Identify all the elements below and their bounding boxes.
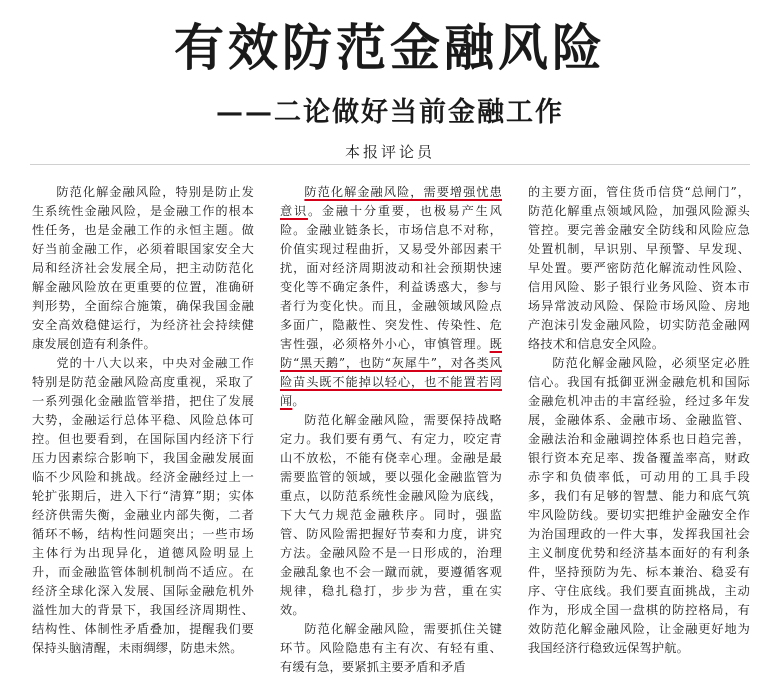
highlighted-phrase: 防范化解金融风险，需要增强忧患意识 bbox=[280, 185, 502, 218]
highlighted-phrase: 既防“黑天鹅”，也防“灰犀牛”，对各类风险苗头既不能掉以轻心，也不能置若罔闻 bbox=[280, 337, 502, 408]
column-1 bbox=[32, 183, 254, 658]
article-byline: 本报评论员 bbox=[344, 143, 435, 161]
paragraph: 的主要方面，管住货币信贷“总闸门”，防范化解重点领域风险，加强风险源头管控。要完善金融安全防线和风险应急处置机制，早识别、早预警、早发现、早处置。要严密防范化解流动性风险、信用风险、影子银行业务风险、资本市场异常波动风险、保险市场风险、房地产泡沫引发金融风险，切实防范金融网络技术和信息安全风险。 bbox=[528, 185, 750, 351]
header-divider bbox=[30, 164, 750, 165]
column-3 bbox=[528, 183, 750, 658]
column-2 bbox=[280, 183, 502, 677]
paragraph: 党的十八大以来，中央对金融工作特别是防范金融风险高度重视，采取了一系列强化金融监管举措，把住了发展大势，金融运行总体平稳、风险总体可控。但也要看到，在国际国内经济下行压力因素综合影响下，我国金融发展面临不少风险和挑战。经济金融经过上一轮扩张期后，进入下行“清算”期；实体经济供需失衡，金融业内部失衡，二者循环不畅，结构性问题突出；一些市场主体行为出现异化，道德风险明显上升，而金融监管体制机制尚不适应。在经济全球化深入发展、国际金融危机外溢性加大的背景下，我国经济周期性、结构性、体制性矛盾叠加，提醒我们要保持头脑清醒，未雨绸缪，防患未然。 bbox=[32, 356, 254, 655]
paragraph: 防范化解金融风险，需要保持战略定力。我们要有勇气、有定力，咬定青山不放松，不能有侥幸心理。金融是最需要监管的领域，要以强化金融监管为重点，以防范系统性金融风险为底线，下大气力规范金融秩序。同时，强监管、防风险需把握好节奏和力度，讲究方法。金融风险不是一日形成的，治理金融乱象也不会一蹴而就，要遵循客观规律，稳扎稳打，步步为营，重在实效。 bbox=[280, 413, 502, 617]
paragraph: 防范化解金融风险，特别是防止发生系统性金融风险，是金融工作的根本性任务，也是金融工作的永恒主题。做好当前金融工作，必须着眼国家安全大局和经济社会发展全局，把主动防范化解金融风险放在更重要的位置，准确研判形势，全面综合施策，确保我国金融安全高效稳健运行，为经济社会持续健康发展创造有利条件。 bbox=[32, 185, 254, 351]
article-title: 有效防范金融风险 bbox=[174, 19, 606, 77]
paragraph-text: 。金融十分重要，也极易产生风险。金融业链条长，市场信息不对称，价值实现过程曲折，又易受外部因素干扰，面对经济周期波动和社会预期快速变化等不确定条件，利益诱惑大，参与者行为变化快。而且，金融领域风险点多面广，隐蔽性、突发性、传染性、危害性强，必须格外小心，审慎管理。 bbox=[280, 204, 502, 351]
paragraph: 防范化解金融风险，必须坚定必胜信心。我国有抵御亚洲金融危机和国际金融危机冲击的丰富经验，经过多年发展，金融体系、金融市场、金融监管、金融法治和金融调控体系也日趋完善，银行资本充足率、拨备覆盖率高，财政赤字和负债率低，可动用的工具手段多，我们有足够的智慧、能力和底气筑牢风险防线。要切实把维护金融安全作为治国理政的一件大事，发挥我国社会主义制度优势和经济基本面好的有利条件，坚持预防为先、标本兼治、稳妥有序、守住底线。我们要直面挑战，主动作为，形成全国一盘棋的防控格局，有效防范化解金融风险，让金融更好地为我国经济行稳致远保驾护航。 bbox=[528, 356, 750, 655]
paragraph: 防范化解金融风险，需要抓住关键环节。风险隐患有主有次、有轻有重、有缓有急，要紧抓主要矛盾和矛盾 bbox=[280, 622, 502, 674]
paragraph bbox=[280, 183, 502, 411]
article-subtitle: ——二论做好当前金融工作 bbox=[216, 97, 564, 128]
paragraph-text: 。 bbox=[292, 394, 305, 408]
